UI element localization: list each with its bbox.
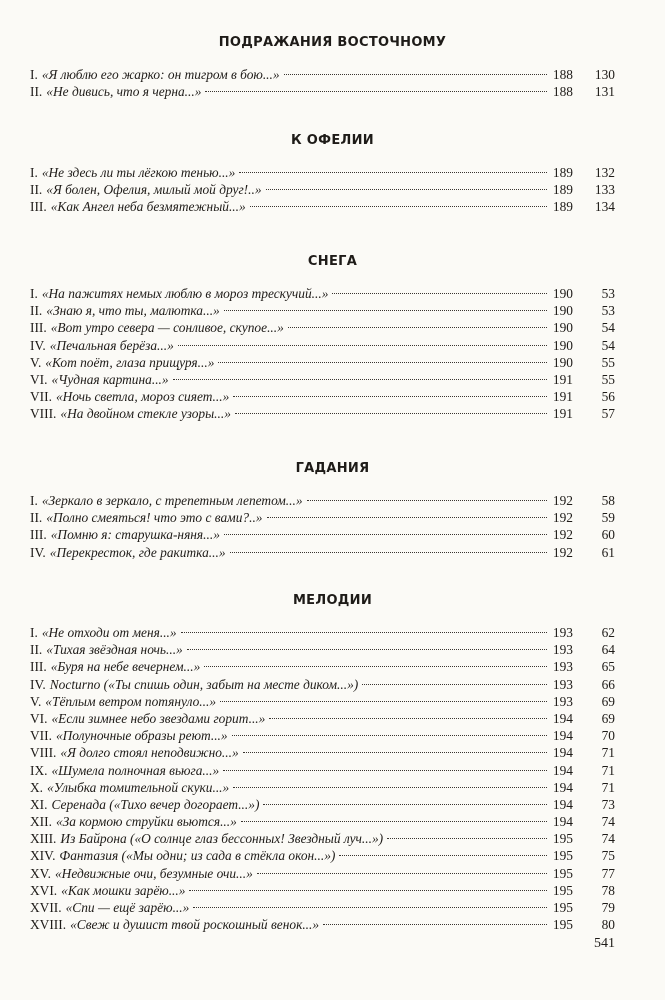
dot-leader <box>232 735 547 736</box>
entry-note-page: 71 <box>601 779 615 795</box>
entry-title: «Не здесь ли ты лёгкою тенью...» <box>41 165 236 180</box>
dot-leader <box>263 804 547 805</box>
entry-note-page: 71 <box>601 745 615 761</box>
dot-leader <box>250 206 547 207</box>
toc-entry <box>30 198 615 215</box>
entry-title: «Помню я: старушка-няня...» <box>50 527 220 543</box>
dot-leader <box>220 701 547 702</box>
entry-page: 195 <box>552 865 573 881</box>
entry-note-page: 132 <box>594 165 615 180</box>
entry-note-page: 79 <box>601 900 615 915</box>
entry-title: «Свеж и душист твой роскошный венок...» <box>70 917 320 933</box>
entry-title: Из Байрона («О солнце глаз бессонных! Звездный луч...») <box>60 831 384 847</box>
entry-note-page: 55 <box>601 371 615 387</box>
entry-note-page: 74 <box>601 814 615 830</box>
entry-note-page: 54 <box>601 320 615 336</box>
entry-number: VI. <box>30 710 48 726</box>
entry-page: 193 <box>552 625 573 640</box>
entry-title: «Спи — ещё зарёю...» <box>65 900 190 915</box>
toc-entry <box>30 624 615 641</box>
entry-number: VIII. <box>30 406 57 422</box>
entry-note-page: 60 <box>601 527 615 543</box>
entry-note-page: 57 <box>601 406 615 422</box>
toc-entry <box>30 164 615 181</box>
dot-leader <box>267 517 547 518</box>
toc-entry <box>30 544 615 561</box>
entry-number: IV. <box>30 337 46 353</box>
dot-leader <box>269 718 547 719</box>
dot-leader <box>239 172 547 173</box>
entry-number: I. <box>30 165 38 180</box>
entry-title: «Полуночные образы реют...» <box>55 728 228 744</box>
entry-note-page: 74 <box>601 831 615 847</box>
dot-leader <box>205 91 547 92</box>
dot-leader <box>224 310 547 311</box>
entry-number: XIII. <box>30 831 57 847</box>
entry-page: 193 <box>552 693 573 709</box>
dot-leader <box>241 821 547 822</box>
entry-number: V. <box>30 693 42 709</box>
entry-title: «Я люблю его жарко: он тигром в бою...» <box>41 67 280 82</box>
dot-leader <box>218 362 547 363</box>
entry-title: «Я долго стоял неподвижно...» <box>60 745 239 761</box>
toc-section <box>30 460 615 561</box>
entry-number: II. <box>30 510 43 526</box>
page-number: 541 <box>594 936 615 951</box>
toc-entry <box>30 727 615 744</box>
toc-entry <box>30 693 615 710</box>
entry-page: 190 <box>552 337 573 353</box>
toc-entry <box>30 865 615 882</box>
entry-page: 195 <box>552 882 573 898</box>
entry-page: 193 <box>552 676 573 692</box>
entry-title: «Не дивись, что я черна...» <box>46 84 202 100</box>
toc-section <box>30 253 615 423</box>
entry-title: «Недвижные очи, безумные очи...» <box>54 865 253 881</box>
dot-leader <box>266 189 547 190</box>
entry-page: 192 <box>552 544 573 560</box>
toc-entry <box>30 813 615 830</box>
toc-entry <box>30 899 615 916</box>
dot-leader <box>178 345 547 346</box>
entry-number: VII. <box>30 389 52 405</box>
entry-note-page: 130 <box>594 67 615 82</box>
entry-note-page: 77 <box>601 865 615 881</box>
entry-title: «Буря на небе вечернем...» <box>50 659 201 675</box>
dot-leader <box>257 873 547 874</box>
entry-number: XVII. <box>30 900 62 915</box>
toc-entry <box>30 779 615 796</box>
entry-page: 192 <box>552 493 573 508</box>
entry-title: «Тихая звёздная ночь...» <box>46 642 183 658</box>
dot-leader <box>181 632 547 633</box>
toc-entry <box>30 181 615 198</box>
entry-number: VII. <box>30 728 52 744</box>
toc-entry <box>30 354 615 371</box>
dot-leader <box>224 534 547 535</box>
entry-note-page: 71 <box>601 762 615 778</box>
entry-page: 193 <box>552 642 573 658</box>
entry-page: 192 <box>552 527 573 543</box>
entry-title: «Не отходи от меня...» <box>41 625 177 640</box>
toc-section <box>30 34 615 100</box>
toc-entry <box>30 641 615 658</box>
entry-title: «Кот поёт, глаза прищуря...» <box>45 354 215 370</box>
dot-leader <box>284 74 547 75</box>
entry-number: XV. <box>30 865 51 881</box>
section-title: ГАДАНИЯ <box>295 461 370 476</box>
entry-page: 190 <box>552 286 573 301</box>
dot-leader <box>332 293 547 294</box>
entry-note-page: 69 <box>601 693 615 709</box>
entry-page: 191 <box>552 389 573 405</box>
entry-number: III. <box>30 527 47 543</box>
entry-page: 195 <box>552 831 573 847</box>
entry-note-page: 61 <box>601 544 615 560</box>
entry-title: «Знаю я, что ты, малютка...» <box>46 303 220 319</box>
entry-title: «Шумела полночная вьюга...» <box>51 762 220 778</box>
entry-title: «Полно смеяться! что это с вами?..» <box>46 510 263 526</box>
entry-title: «Зеркало в зеркало, с трепетным лепетом...» <box>41 493 303 508</box>
toc-entry <box>30 492 615 509</box>
entry-number: III. <box>30 320 47 336</box>
dot-leader <box>173 379 547 380</box>
entry-page: 194 <box>552 728 573 744</box>
entry-number: XI. <box>30 796 48 812</box>
toc-entry <box>30 83 615 100</box>
entry-page: 191 <box>552 406 573 422</box>
entry-title: «Улыбка томительной скуки...» <box>47 779 230 795</box>
entry-note-page: 133 <box>594 182 615 198</box>
entry-number: IV. <box>30 544 46 560</box>
entry-title: «Как Ангел неба безмятежный...» <box>50 199 246 215</box>
dot-leader <box>362 684 547 685</box>
toc-entry <box>30 66 615 83</box>
entry-page: 193 <box>552 659 573 675</box>
entry-note-page: 59 <box>601 510 615 526</box>
entry-number: I. <box>30 493 38 508</box>
entry-note-page: 131 <box>594 84 615 100</box>
entry-page: 195 <box>552 900 573 915</box>
dot-leader <box>204 666 547 667</box>
entry-page: 190 <box>552 354 573 370</box>
entry-note-page: 55 <box>601 354 615 370</box>
entry-number: V. <box>30 354 42 370</box>
entry-number: III. <box>30 199 47 215</box>
toc-entry <box>30 762 615 779</box>
entry-number: VI. <box>30 371 48 387</box>
toc-entry <box>30 916 615 933</box>
entry-number: IV. <box>30 676 46 692</box>
entry-number: IX. <box>30 762 48 778</box>
dot-leader <box>307 500 547 501</box>
entry-page: 188 <box>552 84 573 100</box>
dot-leader <box>193 907 547 908</box>
entry-title: «Если зимнее небо звездами горит...» <box>51 710 266 726</box>
entry-note-page: 62 <box>601 625 615 640</box>
entry-number: X. <box>30 779 44 795</box>
toc-entry <box>30 882 615 899</box>
toc-entry <box>30 337 615 354</box>
entry-page: 194 <box>552 745 573 761</box>
toc-entry <box>30 847 615 864</box>
section-title: ПОДРАЖАНИЯ ВОСТОЧНОМУ <box>218 35 447 50</box>
dot-leader <box>288 327 547 328</box>
entry-title: «За кормою струйки вьются...» <box>55 814 237 830</box>
entry-number: XII. <box>30 814 52 830</box>
section-title: СНЕГА <box>307 254 358 269</box>
entry-note-page: 54 <box>601 337 615 353</box>
entry-note-page: 64 <box>601 642 615 658</box>
entry-note-page: 75 <box>601 848 615 864</box>
dot-leader <box>223 770 547 771</box>
entry-number: VIII. <box>30 745 57 761</box>
entry-number: II. <box>30 84 43 100</box>
dot-leader <box>339 855 547 856</box>
dot-leader <box>233 396 547 397</box>
dot-leader <box>230 552 547 553</box>
entry-note-page: 73 <box>601 796 615 812</box>
entry-page: 195 <box>552 917 573 933</box>
entry-number: II. <box>30 303 43 319</box>
toc-entry <box>30 744 615 761</box>
entry-number: XVIII. <box>30 917 67 933</box>
entry-title: Серенада («Тихо вечер догорает...») <box>51 796 260 812</box>
entry-note-page: 56 <box>601 389 615 405</box>
entry-page: 191 <box>552 371 573 387</box>
toc-entry <box>30 796 615 813</box>
toc-entry <box>30 830 615 847</box>
entry-number: III. <box>30 659 47 675</box>
toc-section <box>30 592 615 933</box>
entry-page: 190 <box>552 303 573 319</box>
entry-page: 194 <box>552 779 573 795</box>
toc-entry <box>30 710 615 727</box>
entry-note-page: 70 <box>601 728 615 744</box>
entry-page: 189 <box>552 165 573 180</box>
dot-leader <box>243 752 547 753</box>
toc-entry <box>30 285 615 302</box>
toc-entry <box>30 388 615 405</box>
entry-title: «Как мошки зарёю...» <box>61 882 186 898</box>
dot-leader <box>187 649 547 650</box>
entry-note-page: 65 <box>601 659 615 675</box>
entry-number: II. <box>30 642 43 658</box>
entry-title: Фантазия («Мы одни; из сада в стёкла окон...») <box>59 848 336 864</box>
entry-title: «Чудная картина...» <box>51 371 169 387</box>
entry-page: 194 <box>552 710 573 726</box>
entry-number: XVI. <box>30 882 58 898</box>
entry-page: 194 <box>552 762 573 778</box>
entry-page: 190 <box>552 320 573 336</box>
entry-number: I. <box>30 286 38 301</box>
entry-page: 194 <box>552 796 573 812</box>
entry-title: «Перекресток, где ракитка...» <box>49 544 226 560</box>
entry-number: I. <box>30 67 38 82</box>
entry-title: «На пажитях немых люблю в мороз трескучий...» <box>41 286 329 301</box>
toc-entry <box>30 658 615 675</box>
entry-page: 194 <box>552 814 573 830</box>
entry-number: II. <box>30 182 43 198</box>
dot-leader <box>323 924 547 925</box>
section-title: К ОФЕЛИИ <box>291 133 374 148</box>
dot-leader <box>235 413 547 414</box>
dot-leader <box>189 890 547 891</box>
toc-entry <box>30 509 615 526</box>
entry-page: 192 <box>552 510 573 526</box>
entry-number: XIV. <box>30 848 56 864</box>
entry-note-page: 78 <box>601 882 615 898</box>
entry-title: Nocturno («Ты спишь один, забыт на месте диком...») <box>49 676 359 692</box>
dot-leader <box>233 787 547 788</box>
entry-page: 189 <box>552 182 573 198</box>
entry-note-page: 53 <box>601 286 615 301</box>
toc-entry <box>30 405 615 422</box>
entry-note-page: 69 <box>601 710 615 726</box>
entry-note-page: 53 <box>601 303 615 319</box>
entry-note-page: 134 <box>594 199 615 215</box>
entry-title: «Вот утро севера — сонливое, скупое...» <box>50 320 284 336</box>
toc-section <box>30 132 615 216</box>
toc-entry <box>30 371 615 388</box>
entry-title: «Ночь светла, мороз сияет...» <box>55 389 230 405</box>
entry-title: «На двойном стекле узоры...» <box>60 406 231 422</box>
section-title: МЕЛОДИИ <box>292 593 373 608</box>
toc-entry <box>30 526 615 543</box>
toc-entry <box>30 319 615 336</box>
entry-note-page: 66 <box>601 676 615 692</box>
toc-entry <box>30 676 615 693</box>
entry-title: «Печальная берёза...» <box>49 337 174 353</box>
entry-number: I. <box>30 625 38 640</box>
entry-title: «Я болен, Офелия, милый мой друг!..» <box>46 182 262 198</box>
entry-page: 188 <box>552 67 573 82</box>
entry-note-page: 58 <box>601 493 615 508</box>
dot-leader <box>387 838 547 839</box>
entry-page: 195 <box>552 848 573 864</box>
toc-entry <box>30 302 615 319</box>
entry-title: «Тёплым ветром потянуло...» <box>45 693 217 709</box>
entry-page: 189 <box>552 199 573 215</box>
entry-note-page: 80 <box>601 917 615 933</box>
